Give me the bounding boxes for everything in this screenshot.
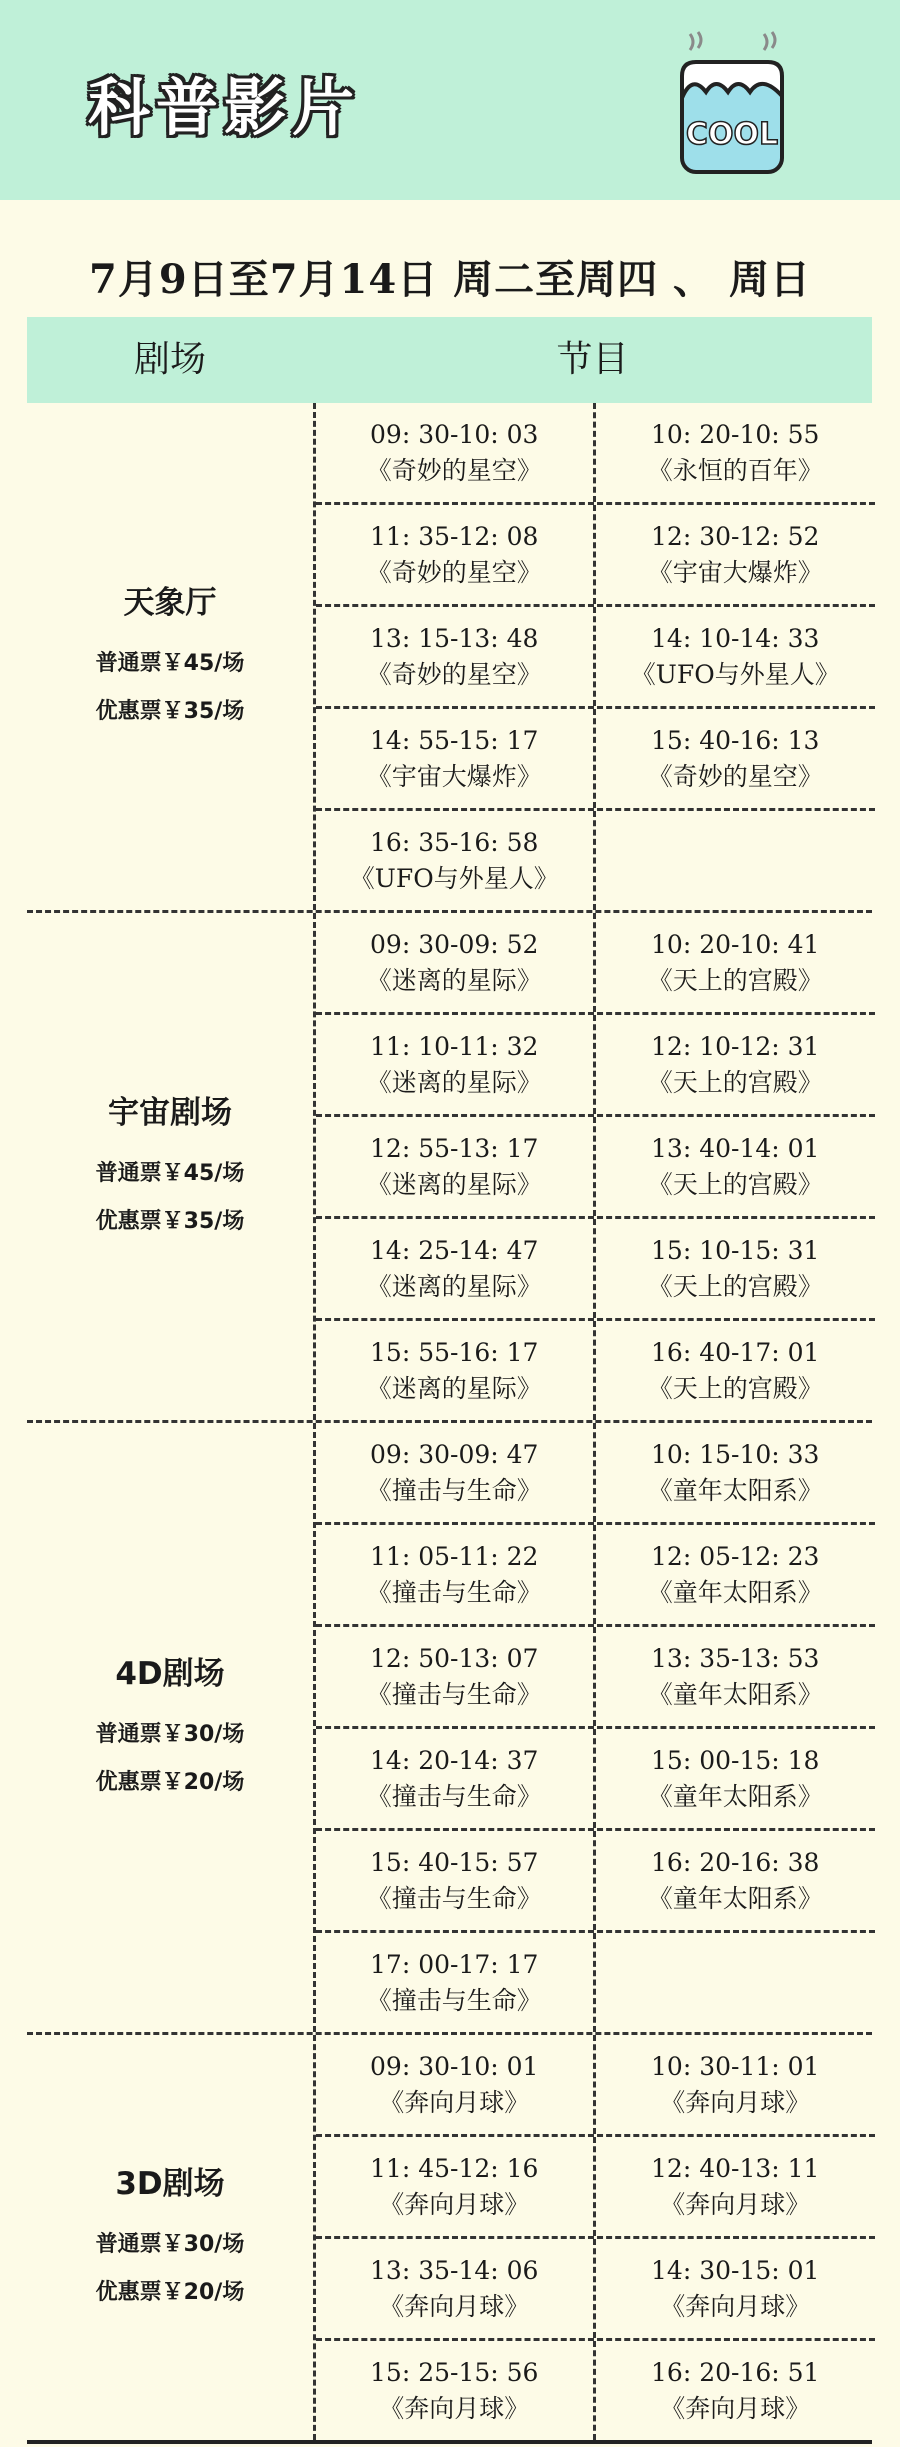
film-title: 《UFO与外星人》: [630, 659, 840, 689]
schedule-table: [27, 317, 872, 2444]
film-title: 《童年太阳系》: [647, 1679, 823, 1709]
showtime-time: 10: 30-11: 01: [651, 2051, 820, 2081]
showtime-time: 09: 30-09: 47: [370, 1439, 539, 1469]
showtime-time: 09: 30-10: 03: [370, 419, 539, 449]
showtime-cell: [596, 1219, 876, 1318]
showtime-cell: [596, 1831, 876, 1930]
showtime-cell: [596, 1627, 876, 1726]
film-title: 《迷离的星际》: [366, 1373, 542, 1403]
showtime-cell: [316, 1627, 596, 1726]
theater-column-header: 剧场: [133, 339, 206, 380]
showtime-time: 11: 45-12: 16: [370, 2153, 539, 2183]
showtime-cell: [596, 2035, 876, 2134]
showtime-time: 15: 55-16: 17: [370, 1337, 539, 1367]
film-title: 《童年太阳系》: [647, 1475, 823, 1505]
film-title: 《奔向月球》: [660, 2291, 811, 2321]
showtime-cell: [316, 607, 596, 706]
showtime-cell: [316, 1423, 596, 1522]
venue-section: [27, 2035, 872, 2444]
venue-section: [27, 913, 872, 1423]
showtime-row: [316, 1525, 875, 1627]
film-title: 《迷离的星际》: [366, 1067, 542, 1097]
showtime-cell: [316, 2341, 596, 2440]
film-title: 《天上的宫殿》: [647, 965, 823, 995]
showtime-time: 13: 15-13: 48: [370, 623, 539, 653]
price-regular: 普通票￥30/场: [95, 1722, 245, 1747]
showtime-cell: [316, 1117, 596, 1216]
venue-name: 天象厅: [123, 585, 217, 621]
showtime-cell: [596, 1423, 876, 1522]
showtime-time: 14: 10-14: 33: [651, 623, 820, 653]
showtime-time: 14: 30-15: 01: [651, 2255, 820, 2285]
showtime-row: [316, 1729, 875, 1831]
showtime-row: [316, 811, 875, 910]
showtime-time: 16: 40-17: 01: [651, 1337, 820, 1367]
showtime-cell: [596, 913, 876, 1012]
price-discount: 优惠票￥35/场: [95, 699, 245, 724]
showtime-cell: [316, 2137, 596, 2236]
film-title: 《UFO与外星人》: [349, 863, 559, 893]
film-title: 《永恒的百年》: [647, 455, 823, 485]
film-title: 《奇妙的星空》: [366, 557, 542, 587]
showtime-time: 13: 35-14: 06: [370, 2255, 539, 2285]
showtime-cell: [316, 1015, 596, 1114]
showtime-time: 15: 10-15: 31: [651, 1235, 820, 1265]
showtime-time: 12: 50-13: 07: [370, 1643, 539, 1673]
showtime-cell: [316, 1729, 596, 1828]
showtime-time: 15: 00-15: 18: [651, 1745, 820, 1775]
film-title: 《奔向月球》: [660, 2189, 811, 2219]
film-title: 《奔向月球》: [660, 2087, 811, 2117]
venue-name: 3D剧场: [115, 2166, 225, 2202]
showtime-row: [316, 403, 875, 505]
showtime-row: [316, 913, 875, 1015]
showtime-cell: [596, 709, 876, 808]
film-title: 《天上的宫殿》: [647, 1169, 823, 1199]
showtime-grid: [313, 1423, 875, 2032]
showtime-cell: [316, 1219, 596, 1318]
film-title: 《撞击与生命》: [366, 1679, 542, 1709]
showtime-cell: [596, 607, 876, 706]
film-title: 《迷离的星际》: [366, 1271, 542, 1301]
showtime-row: [316, 1627, 875, 1729]
venue-info: [27, 1423, 313, 2032]
cool-logo-text: COOL: [685, 117, 779, 152]
venue-name: 宇宙剧场: [108, 1095, 232, 1131]
venue-section: [27, 403, 872, 913]
showtime-cell: [596, 1117, 876, 1216]
cool-cube-logo: [668, 28, 794, 178]
page-header: [0, 0, 900, 200]
showtime-time: 12: 05-12: 23: [651, 1541, 820, 1571]
venue-section: [27, 1423, 872, 2035]
film-title: 《奔向月球》: [379, 2393, 530, 2423]
showtime-time: 10: 15-10: 33: [651, 1439, 820, 1469]
venue-info: [27, 2035, 313, 2440]
showtime-row: [316, 2137, 875, 2239]
showtime-cell: [596, 1729, 876, 1828]
showtime-cell: [316, 709, 596, 808]
film-title: 《童年太阳系》: [647, 1577, 823, 1607]
showtime-time: 16: 35-16: 58: [370, 827, 539, 857]
showtime-time: 15: 40-15: 57: [370, 1847, 539, 1877]
film-title: 《奔向月球》: [379, 2291, 530, 2321]
showtime-grid: [313, 913, 875, 1420]
price-regular: 普通票￥45/场: [95, 1161, 245, 1186]
showtime-row: [316, 2239, 875, 2341]
film-title: 《奇妙的星空》: [647, 761, 823, 791]
showtime-row: [316, 1219, 875, 1321]
showtime-time: 10: 20-10: 55: [651, 419, 820, 449]
showtime-time: 13: 35-13: 53: [651, 1643, 820, 1673]
showtime-row: [316, 1321, 875, 1420]
showtime-time: 13: 40-14: 01: [651, 1133, 820, 1163]
film-title: 《宇宙大爆炸》: [647, 557, 823, 587]
showtime-time: 16: 20-16: 38: [651, 1847, 820, 1877]
showtime-time: 11: 10-11: 32: [370, 1031, 539, 1061]
film-title: 《宇宙大爆炸》: [366, 761, 542, 791]
showtime-cell: [596, 505, 876, 604]
film-title: 《童年太阳系》: [647, 1883, 823, 1913]
venue-info: [27, 913, 313, 1420]
showtime-cell: [596, 1015, 876, 1114]
showtime-row: [316, 607, 875, 709]
showtime-time: 09: 30-10: 01: [370, 2051, 539, 2081]
film-title: 《奔向月球》: [379, 2189, 530, 2219]
showtime-row: [316, 505, 875, 607]
showtime-cell: [316, 913, 596, 1012]
showtime-row: [316, 1015, 875, 1117]
showtime-grid: [313, 403, 875, 910]
showtime-time: 09: 30-09: 52: [370, 929, 539, 959]
showtime-cell: [596, 403, 876, 502]
showtime-cell: [316, 2035, 596, 2134]
film-title: 《奔向月球》: [379, 2087, 530, 2117]
film-title: 《撞击与生命》: [366, 1475, 542, 1505]
showtime-cell: [596, 2239, 876, 2338]
showtime-row: [316, 1423, 875, 1525]
showtime-cell: [316, 1831, 596, 1930]
price-regular: 普通票￥30/场: [95, 2232, 245, 2257]
showtime-time: 11: 05-11: 22: [370, 1541, 539, 1571]
film-title: 《天上的宫殿》: [647, 1067, 823, 1097]
program-column-header: 节目: [556, 339, 629, 380]
showtime-time: 14: 55-15: 17: [370, 725, 539, 755]
showtime-time: 15: 40-16: 13: [651, 725, 820, 755]
film-title: 《天上的宫殿》: [647, 1271, 823, 1301]
showtime-row: [316, 1831, 875, 1933]
page-title: 科普影片: [88, 71, 361, 144]
showtime-time: 15: 25-15: 56: [370, 2357, 539, 2387]
film-title: 《天上的宫殿》: [647, 1373, 823, 1403]
price-discount: 优惠票￥20/场: [95, 2280, 245, 2305]
showtime-time: 11: 35-12: 08: [370, 521, 539, 551]
film-title: 《撞击与生命》: [366, 1883, 542, 1913]
showtime-cell: [316, 403, 596, 502]
venue-list: [27, 403, 872, 2444]
showtime-time: 10: 20-10: 41: [651, 929, 820, 959]
film-title: 《撞击与生命》: [366, 1781, 542, 1811]
film-title: 《奇妙的星空》: [366, 659, 542, 689]
showtime-cell: [316, 1933, 596, 2032]
showtime-cell: [316, 1321, 596, 1420]
venue-info: [27, 403, 313, 910]
film-title: 《奔向月球》: [660, 2393, 811, 2423]
venue-name: 4D剧场: [115, 1656, 225, 1692]
showtime-time: 14: 25-14: 47: [370, 1235, 539, 1265]
price-discount: 优惠票￥20/场: [95, 1770, 245, 1795]
film-title: 《迷离的星际》: [366, 1169, 542, 1199]
showtime-cell: [596, 1933, 876, 2032]
showtime-time: 12: 10-12: 31: [651, 1031, 820, 1061]
film-title: 《童年太阳系》: [647, 1781, 823, 1811]
date-range-subtitle: 7月9日至7月14日 周二至周四 、 周日: [89, 256, 811, 303]
showtime-row: [316, 1117, 875, 1219]
showtime-cell: [596, 2137, 876, 2236]
price-discount: 优惠票￥35/场: [95, 1209, 245, 1234]
showtime-row: [316, 2341, 875, 2440]
price-regular: 普通票￥45/场: [95, 651, 245, 676]
showtime-cell: [596, 811, 876, 910]
showtime-cell: [316, 1525, 596, 1624]
showtime-time: 14: 20-14: 37: [370, 1745, 539, 1775]
film-title: 《撞击与生命》: [366, 1985, 542, 2015]
showtime-cell: [316, 505, 596, 604]
showtime-row: [316, 1933, 875, 2032]
showtime-row: [316, 2035, 875, 2137]
showtime-time: 12: 55-13: 17: [370, 1133, 539, 1163]
showtime-cell: [596, 2341, 876, 2440]
showtime-time: 12: 40-13: 11: [651, 2153, 820, 2183]
showtime-row: [316, 709, 875, 811]
showtime-time: 12: 30-12: 52: [651, 521, 820, 551]
showtime-time: 17: 00-17: 17: [370, 1949, 539, 1979]
showtime-cell: [596, 1321, 876, 1420]
showtime-time: 16: 20-16: 51: [651, 2357, 820, 2387]
film-title: 《奇妙的星空》: [366, 455, 542, 485]
film-title: 《撞击与生命》: [366, 1577, 542, 1607]
showtime-grid: [313, 2035, 875, 2440]
table-header: [27, 317, 872, 403]
film-title: 《迷离的星际》: [366, 965, 542, 995]
showtime-cell: [316, 811, 596, 910]
showtime-cell: [596, 1525, 876, 1624]
showtime-cell: [316, 2239, 596, 2338]
